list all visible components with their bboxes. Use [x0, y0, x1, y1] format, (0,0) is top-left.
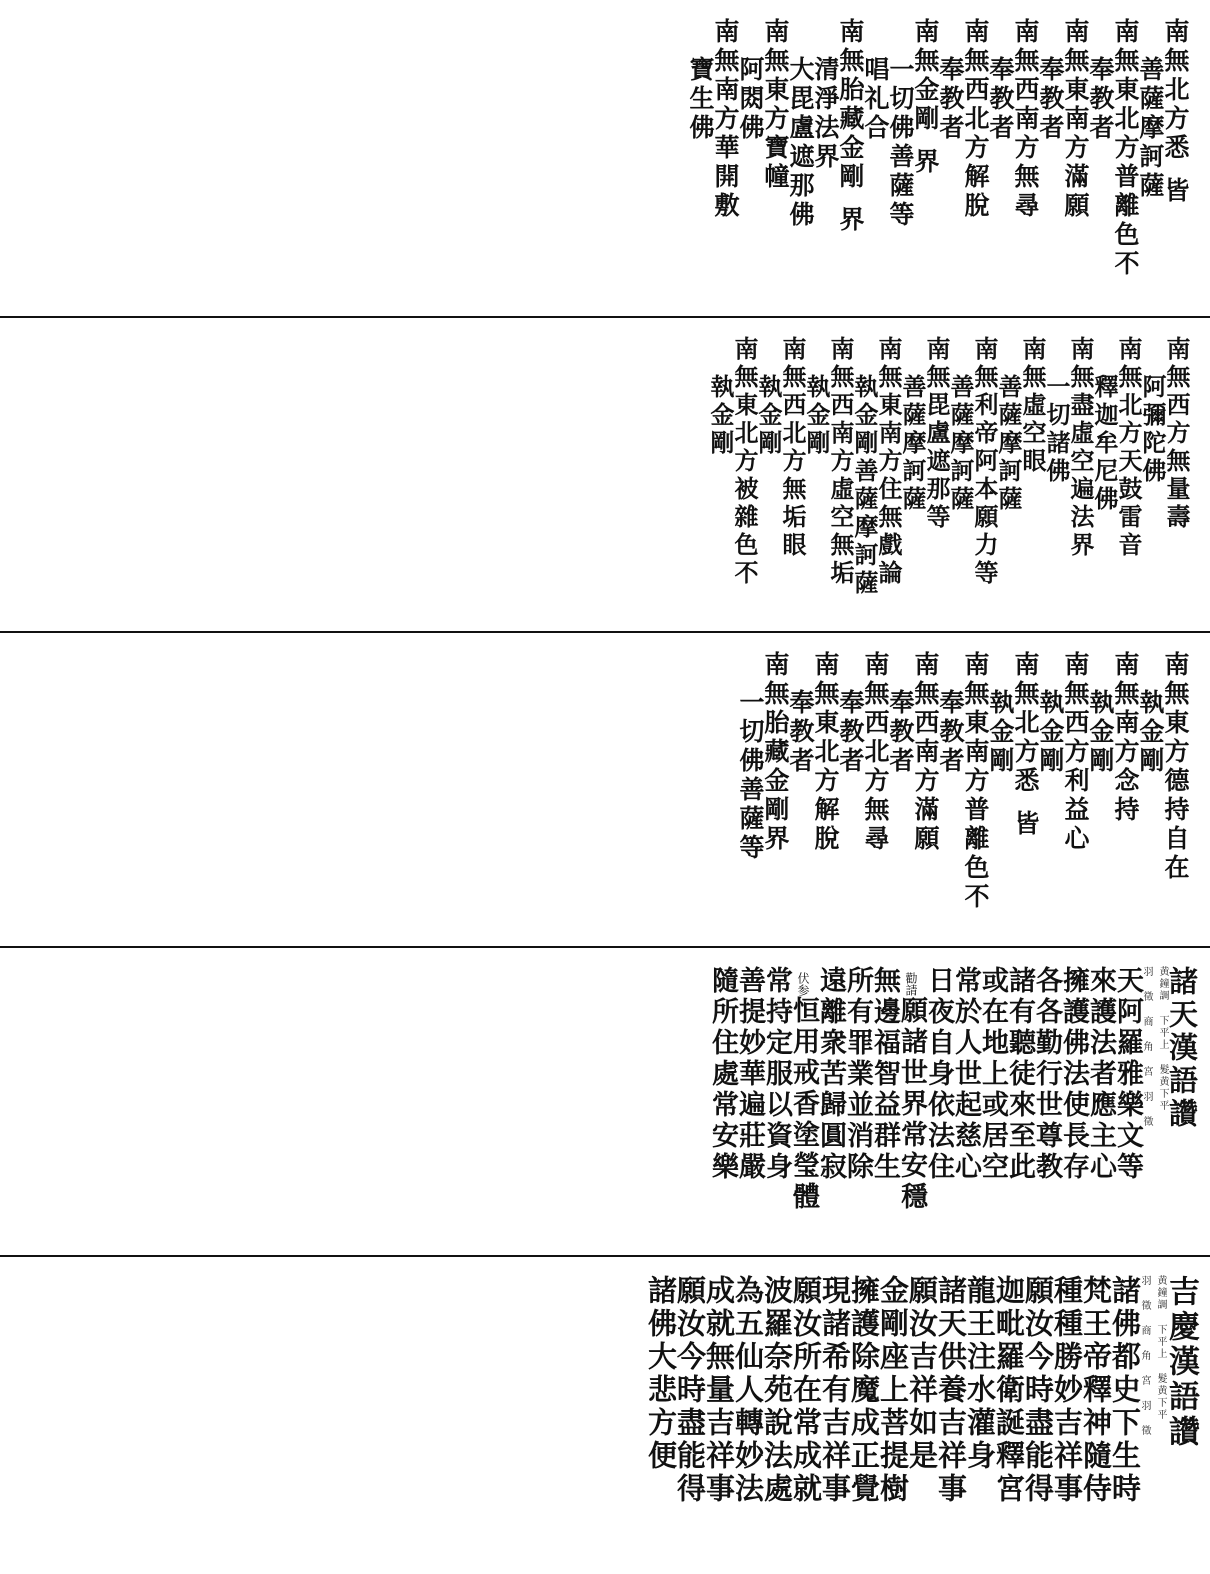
text-column	[1087, 966, 1114, 1245]
text-line: 皆	[1161, 177, 1190, 206]
band-1	[0, 0, 1210, 316]
text-line: 南無西方利益心	[1061, 651, 1090, 854]
text-line: 南無西南方滿願	[911, 651, 940, 854]
text-column	[1163, 651, 1188, 936]
text-line: 一切諸佛	[1042, 374, 1071, 486]
notation-line: 黄鐘調 下平上 髮黄下平	[1155, 1275, 1166, 1421]
text-column-sub	[738, 18, 763, 306]
text-line: 願汝所在常成就	[789, 1275, 823, 1506]
annotation: 伏参	[796, 972, 810, 996]
text-column-sub	[888, 651, 913, 936]
column-group	[738, 651, 1188, 936]
text-line: 南無北方天鼓雷音	[1114, 336, 1143, 560]
text-line: 南無東南方普離色不	[961, 651, 990, 912]
text-line: 願汝今時盡能得	[1021, 1275, 1055, 1506]
text-column	[963, 18, 988, 306]
text-line: 善薩摩訶薩	[994, 374, 1023, 514]
text-column-sub	[1138, 336, 1167, 621]
text-column	[838, 18, 863, 306]
text-column-sub	[1138, 18, 1163, 306]
text-line: 願汝今時盡能得	[673, 1275, 707, 1506]
text-column-sub	[850, 336, 879, 621]
text-column	[1018, 336, 1047, 621]
text-column	[963, 651, 988, 936]
text-line: 奉教者	[1036, 56, 1065, 143]
text-column	[826, 336, 855, 621]
heading-text: 諸天漢語讚	[1165, 966, 1199, 1131]
text-column-sub	[754, 336, 783, 621]
text-column-sub	[1088, 18, 1113, 306]
text-line: 諸天供養吉祥事	[934, 1275, 968, 1506]
text-column	[913, 651, 938, 936]
text-line: 種種勝妙吉祥事	[1050, 1275, 1084, 1506]
text-column	[731, 1275, 765, 1564]
text-column-sub	[994, 336, 1023, 621]
text-column-sub	[938, 18, 963, 306]
text-line: 梵王帝釋神隨侍	[1079, 1275, 1113, 1506]
text-line: 波羅奈苑說法處	[760, 1275, 794, 1506]
text-line: 擁護除魔成正覺	[847, 1275, 881, 1506]
text-column	[1006, 966, 1033, 1245]
text-line: 南無胎藏金剛	[836, 18, 865, 192]
text-column	[673, 1275, 707, 1564]
text-line: 善薩摩訶薩	[898, 374, 927, 514]
text-line: 南無東方寶幢	[761, 18, 790, 192]
text-line: 阿彌陀佛	[1138, 374, 1167, 486]
text-column	[1033, 966, 1060, 1245]
text-line: 奉教者	[1086, 56, 1115, 143]
text-column	[963, 1275, 997, 1564]
text-column	[871, 966, 898, 1245]
text-line: 一切佛善薩等	[886, 56, 915, 230]
text-column	[736, 966, 763, 1245]
text-column-sub	[1038, 18, 1063, 306]
text-line: 為五仙人轉妙法	[731, 1275, 765, 1506]
column-group	[707, 966, 1199, 1245]
text-line: 無邊福智益群生	[869, 966, 900, 1183]
text-line: 執金剛	[1086, 689, 1115, 776]
text-line: 隨所住處常安樂	[707, 966, 738, 1183]
text-line: 南無北方悉	[1161, 18, 1190, 163]
text-column	[1113, 18, 1138, 306]
text-column	[844, 966, 871, 1245]
text-line: 執金剛	[1136, 689, 1165, 776]
heading-text: 吉慶漢語讚	[1163, 1275, 1199, 1450]
text-line: 南無金剛	[911, 18, 940, 134]
text-column	[874, 336, 903, 621]
section-heading	[1165, 966, 1199, 1245]
text-line: 現諸希有吉祥事	[818, 1275, 852, 1506]
text-column	[1163, 18, 1188, 306]
text-line: 善薩摩訶薩	[946, 374, 975, 514]
text-column	[1114, 966, 1141, 1245]
text-column-sub	[788, 18, 813, 306]
text-line: 界	[836, 206, 865, 235]
text-column-sub	[898, 336, 927, 621]
text-line: 成就無量吉祥事	[702, 1275, 736, 1506]
text-line: 南無盡虛空遍法界	[1066, 336, 1095, 560]
text-line: 南無東北方普離色不	[1111, 18, 1140, 279]
text-column	[905, 1275, 939, 1564]
text-column	[778, 336, 807, 621]
band-3	[0, 633, 1210, 946]
text-column-sub	[888, 18, 913, 306]
column-group	[644, 1275, 1199, 1564]
text-column	[1050, 1275, 1084, 1564]
text-line: 一切佛善薩等	[736, 689, 765, 863]
text-column	[817, 966, 844, 1245]
band-4	[0, 948, 1210, 1255]
text-column-sub	[1090, 336, 1119, 621]
text-column	[763, 18, 788, 306]
text-line: 執金剛	[754, 374, 783, 458]
text-column	[1079, 1275, 1113, 1564]
text-line: 日夜自身依法住	[923, 966, 954, 1183]
text-column	[1162, 336, 1191, 621]
text-column	[1021, 1275, 1055, 1564]
annotation: 勸請	[904, 972, 918, 996]
text-column	[847, 1275, 881, 1564]
text-line: 南無西南方無尋	[1011, 18, 1040, 221]
text-line: 奉教者	[986, 56, 1015, 143]
text-line: 南無西北方無尋	[861, 651, 890, 854]
text-line: 諸有聽徒來至此	[1004, 966, 1035, 1183]
text-column	[644, 1275, 678, 1564]
text-line: 善薩摩訶薩	[1136, 56, 1165, 201]
text-line: 南無東北方解脫	[811, 651, 840, 854]
text-column	[922, 336, 951, 621]
text-line: 奉教者	[836, 689, 865, 776]
text-line: 迦毗羅衛誕釋宮	[992, 1275, 1026, 1506]
text-column	[818, 1275, 852, 1564]
notation-line: 黄鐘調 下平上 髮黄下平	[1157, 966, 1168, 1112]
text-column	[876, 1275, 910, 1564]
text-column-sub	[946, 336, 975, 621]
text-line: 南無西南方虛空無垢	[826, 336, 855, 588]
text-column	[863, 651, 888, 936]
text-line: 執金剛	[1036, 689, 1065, 776]
band-5	[0, 1257, 1210, 1574]
melody-notation	[1141, 966, 1167, 1245]
text-line: 願汝吉祥如是	[905, 1275, 939, 1473]
text-line: 諸佛大悲方便	[644, 1275, 678, 1473]
text-line: 執金剛	[706, 374, 735, 458]
text-column	[992, 1275, 1026, 1564]
text-line: 阿閦佛	[736, 56, 765, 143]
text-column-sub	[1038, 651, 1063, 936]
text-column	[760, 1275, 794, 1564]
text-line: 執金剛	[802, 374, 831, 458]
text-line: 南無胎藏金剛界	[761, 651, 790, 854]
text-line: 各各勤行世尊教	[1031, 966, 1062, 1183]
text-column-sub	[1042, 336, 1071, 621]
text-column-sub	[838, 651, 863, 936]
text-line: 擁護佛法使長存	[1058, 966, 1089, 1183]
text-line: 恒用戒香塗瑩體	[788, 996, 819, 1213]
text-line: 所有罪業並消除	[842, 966, 873, 1183]
text-column	[763, 966, 790, 1245]
text-column	[709, 966, 736, 1245]
text-column-sub	[788, 651, 813, 936]
text-line: 金剛座上菩提樹	[876, 1275, 910, 1506]
text-line: 界	[911, 148, 940, 177]
text-column-sub	[863, 18, 888, 306]
text-line: 執金剛	[986, 689, 1015, 776]
text-line: 奉教者	[886, 689, 915, 776]
text-column-sub	[802, 336, 831, 621]
text-column-sub	[988, 651, 1013, 936]
text-line: 南無西北方解脫	[961, 18, 990, 221]
text-line: 執金剛善薩摩訶薩	[850, 374, 879, 598]
text-line: 南無東方德持自在	[1161, 651, 1190, 883]
text-line: 奉教者	[786, 689, 815, 776]
text-line: 常持定服以資身	[761, 966, 792, 1183]
text-line: 南無虛空眼	[1018, 336, 1047, 476]
notation-line: 羽 徵 商 角 宮 羽 徵	[1141, 966, 1152, 1128]
text-line: 奉教者	[936, 689, 965, 776]
text-line: 南無毘盧遮那等	[922, 336, 951, 532]
text-column-sub	[938, 651, 963, 936]
text-column	[913, 18, 938, 306]
text-line: 寶生佛	[686, 56, 715, 143]
text-column-sub	[813, 18, 838, 306]
text-line: 南無東南方滿願	[1061, 18, 1090, 221]
text-column	[1066, 336, 1095, 621]
text-line: 奉教者	[936, 56, 965, 143]
section-heading	[1163, 1275, 1199, 1564]
text-line: 唱礼合	[861, 56, 890, 143]
text-column	[925, 966, 952, 1245]
text-column	[1013, 18, 1038, 306]
text-column-sub	[988, 18, 1013, 306]
text-column	[979, 966, 1006, 1245]
text-column-sub	[1138, 651, 1163, 936]
text-line: 南無南方念持	[1111, 651, 1140, 825]
text-column	[1013, 651, 1038, 936]
text-column	[813, 651, 838, 936]
text-line: 龍王注水灌身	[963, 1275, 997, 1473]
text-column	[1114, 336, 1143, 621]
text-column-sub	[738, 651, 763, 936]
melody-notation	[1139, 1275, 1165, 1564]
text-line: 常於人世起慈心	[950, 966, 981, 1183]
text-column	[763, 651, 788, 936]
text-line: 遠離衆苦歸圓寂	[815, 966, 846, 1183]
text-column-sub	[1088, 651, 1113, 936]
text-line: 南無利帝阿本願力等	[970, 336, 999, 588]
text-line: 釋迦牟尼佛	[1090, 374, 1119, 514]
text-column	[1060, 966, 1087, 1245]
text-column	[1063, 18, 1088, 306]
text-column-sub	[706, 336, 735, 621]
text-line: 善提妙華遍莊嚴	[734, 966, 765, 1183]
column-group	[688, 18, 1188, 306]
text-line: 南無西方無量壽	[1162, 336, 1191, 532]
text-column	[970, 336, 999, 621]
notation-line: 羽 徵 商 角 宮 羽 徵	[1139, 1275, 1150, 1437]
text-column	[789, 1275, 823, 1564]
column-group	[706, 336, 1191, 621]
text-line: 諸佛都史下生時	[1108, 1275, 1142, 1506]
text-line: 南無西北方無垢眼	[778, 336, 807, 560]
text-line: 願諸世界常安穩	[896, 996, 927, 1213]
band-2	[0, 318, 1210, 631]
text-line: 大毘盧遮那佛	[786, 56, 815, 230]
text-column	[1108, 1275, 1142, 1564]
text-line: 南無北方悉	[1011, 651, 1040, 796]
text-column	[713, 18, 738, 306]
text-column-sub	[688, 18, 713, 306]
text-line: 皆	[1011, 810, 1040, 839]
text-column	[934, 1275, 968, 1564]
text-line: 南無東北方被雜色不	[730, 336, 759, 588]
text-line: 清淨法界	[811, 56, 840, 172]
text-line: 天阿羅雅樂文等	[1112, 966, 1143, 1183]
text-line: 南無東南方住無戲論	[874, 336, 903, 588]
text-column	[952, 966, 979, 1245]
text-line: 或在地上或居空	[977, 966, 1008, 1183]
text-column	[1063, 651, 1088, 936]
text-line: 來護法者應主心	[1085, 966, 1116, 1183]
text-column	[702, 1275, 736, 1564]
text-line: 南無南方華開敷	[711, 18, 740, 221]
text-column	[790, 966, 817, 1245]
text-column	[898, 966, 925, 1245]
text-column	[730, 336, 759, 621]
text-column	[1113, 651, 1138, 936]
